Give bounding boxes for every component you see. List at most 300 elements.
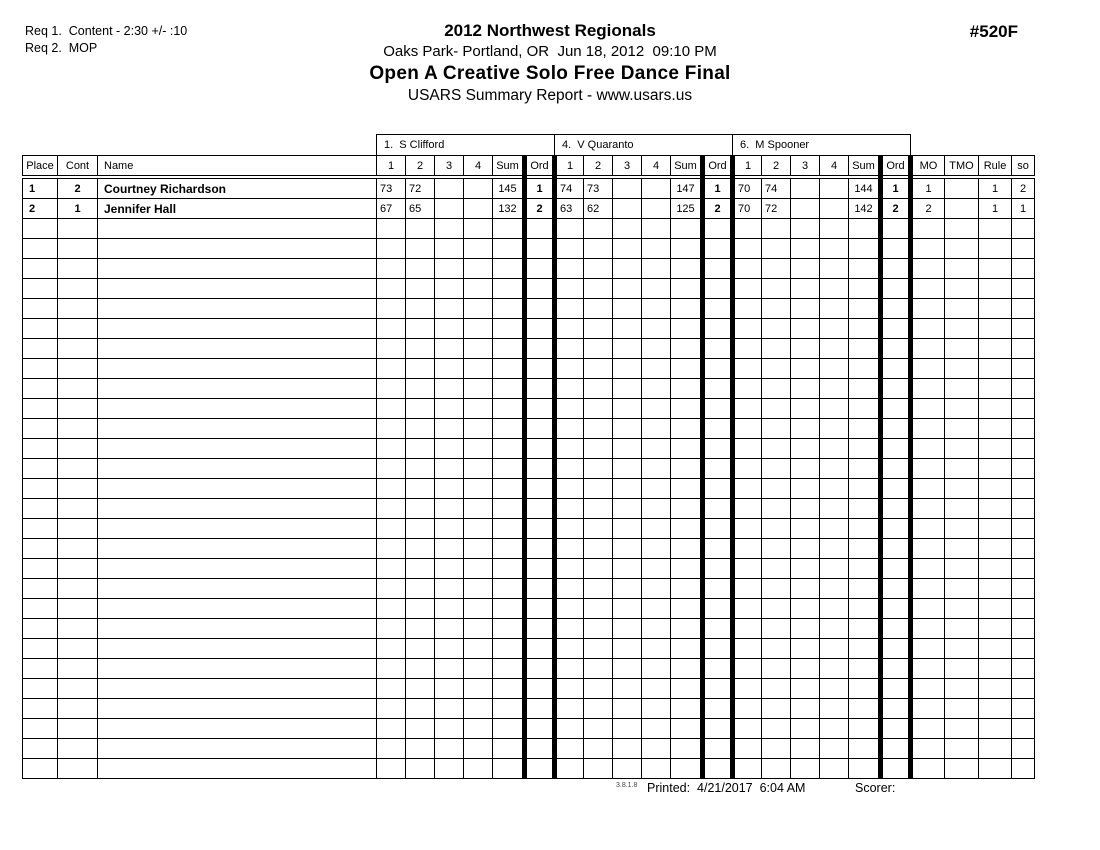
table-row: [23, 579, 1035, 599]
table-row: [23, 679, 1035, 699]
empty-sum-cell: [849, 259, 881, 279]
empty-score-cell: [733, 619, 762, 639]
empty-score-cell: [791, 739, 820, 759]
empty-score-cell: [820, 219, 849, 239]
empty-score-cell: [377, 699, 406, 719]
printed-timestamp: Printed: 4/21/2017 6:04 AM: [647, 781, 806, 795]
empty-score-cell: [435, 679, 464, 699]
empty-rule-cell: [979, 519, 1012, 539]
score-cell-judge1-4: [464, 199, 493, 219]
table-row: [23, 299, 1035, 319]
empty-score-cell: [733, 519, 762, 539]
empty-score-cell: [762, 339, 791, 359]
empty-name-cell: [98, 499, 377, 519]
empty-score-cell: [555, 519, 584, 539]
cont-cell: 2: [58, 177, 98, 199]
empty-score-cell: [613, 659, 642, 679]
empty-rule-cell: [979, 719, 1012, 739]
empty-score-cell: [464, 319, 493, 339]
empty-sum-cell: [671, 579, 703, 599]
empty-ord-cell: [881, 459, 911, 479]
sum-cell-judge3: 142: [849, 199, 881, 219]
empty-rule-cell: [979, 679, 1012, 699]
mo-cell: 2: [911, 199, 945, 219]
empty-score-cell: [464, 459, 493, 479]
empty-tmo-cell: [945, 679, 979, 699]
empty-score-cell: [762, 699, 791, 719]
table-row: [23, 259, 1035, 279]
judge-header-cell-1: 1. S Clifford: [377, 135, 555, 156]
empty-ord-cell: [525, 639, 555, 659]
empty-sum-cell: [671, 439, 703, 459]
empty-score-cell: [435, 339, 464, 359]
empty-cont-cell: [58, 239, 98, 259]
empty-so-cell: [1012, 739, 1035, 759]
empty-sum-cell: [493, 219, 525, 239]
empty-score-cell: [555, 259, 584, 279]
empty-ord-cell: [525, 379, 555, 399]
empty-name-cell: [98, 359, 377, 379]
empty-sum-cell: [493, 339, 525, 359]
empty-score-cell: [555, 739, 584, 759]
empty-score-cell: [820, 579, 849, 599]
empty-score-cell: [733, 219, 762, 239]
empty-cont-cell: [58, 579, 98, 599]
empty-sum-cell: [849, 539, 881, 559]
col-header-judge2-sum: Sum: [671, 156, 703, 178]
sum-cell-judge1: 145: [493, 177, 525, 199]
empty-name-cell: [98, 599, 377, 619]
empty-score-cell: [406, 259, 435, 279]
empty-score-cell: [584, 519, 613, 539]
empty-score-cell: [820, 479, 849, 499]
empty-so-cell: [1012, 759, 1035, 779]
empty-score-cell: [435, 399, 464, 419]
empty-sum-cell: [671, 419, 703, 439]
empty-score-cell: [733, 479, 762, 499]
col-header-judge2-2: 2: [584, 156, 613, 178]
empty-ord-cell: [881, 379, 911, 399]
empty-score-cell: [435, 259, 464, 279]
empty-rule-cell: [979, 379, 1012, 399]
empty-score-cell: [555, 719, 584, 739]
empty-score-cell: [791, 259, 820, 279]
empty-sum-cell: [671, 299, 703, 319]
empty-score-cell: [435, 539, 464, 559]
empty-cont-cell: [58, 279, 98, 299]
empty-score-cell: [406, 299, 435, 319]
empty-ord-cell: [525, 519, 555, 539]
empty-score-cell: [555, 579, 584, 599]
empty-ord-cell: [703, 639, 733, 659]
empty-score-cell: [377, 619, 406, 639]
empty-score-cell: [613, 519, 642, 539]
empty-tmo-cell: [945, 419, 979, 439]
empty-mo-cell: [911, 579, 945, 599]
empty-sum-cell: [849, 399, 881, 419]
empty-score-cell: [435, 659, 464, 679]
empty-cont-cell: [58, 659, 98, 679]
empty-score-cell: [377, 759, 406, 779]
empty-rule-cell: [979, 319, 1012, 339]
score-cell-judge1-2: 65: [406, 199, 435, 219]
empty-score-cell: [762, 759, 791, 779]
empty-sum-cell: [493, 679, 525, 699]
empty-sum-cell: [849, 579, 881, 599]
empty-score-cell: [406, 739, 435, 759]
empty-sum-cell: [671, 699, 703, 719]
empty-ord-cell: [881, 399, 911, 419]
empty-so-cell: [1012, 559, 1035, 579]
empty-tmo-cell: [945, 579, 979, 599]
empty-tmo-cell: [945, 519, 979, 539]
empty-sum-cell: [493, 699, 525, 719]
col-header-mo: MO: [911, 156, 945, 178]
empty-score-cell: [613, 419, 642, 439]
empty-score-cell: [791, 559, 820, 579]
empty-score-cell: [642, 279, 671, 299]
empty-so-cell: [1012, 519, 1035, 539]
score-cell-judge1-1: 73: [377, 177, 406, 199]
empty-score-cell: [791, 699, 820, 719]
empty-ord-cell: [881, 419, 911, 439]
empty-ord-cell: [881, 659, 911, 679]
empty-ord-cell: [525, 459, 555, 479]
empty-score-cell: [791, 239, 820, 259]
empty-score-cell: [642, 439, 671, 459]
empty-score-cell: [406, 379, 435, 399]
empty-score-cell: [762, 519, 791, 539]
empty-cont-cell: [58, 599, 98, 619]
sum-cell-judge1: 132: [493, 199, 525, 219]
empty-score-cell: [584, 479, 613, 499]
empty-score-cell: [733, 299, 762, 319]
empty-score-cell: [584, 639, 613, 659]
empty-sum-cell: [849, 459, 881, 479]
empty-ord-cell: [703, 759, 733, 779]
empty-score-cell: [555, 239, 584, 259]
empty-mo-cell: [911, 619, 945, 639]
empty-tmo-cell: [945, 219, 979, 239]
empty-score-cell: [584, 619, 613, 639]
empty-ord-cell: [525, 299, 555, 319]
empty-score-cell: [377, 539, 406, 559]
empty-ord-cell: [525, 279, 555, 299]
empty-score-cell: [464, 279, 493, 299]
empty-score-cell: [733, 239, 762, 259]
empty-score-cell: [791, 419, 820, 439]
empty-score-cell: [464, 439, 493, 459]
empty-cont-cell: [58, 499, 98, 519]
empty-ord-cell: [703, 279, 733, 299]
empty-score-cell: [733, 699, 762, 719]
empty-place-cell: [23, 419, 58, 439]
empty-place-cell: [23, 439, 58, 459]
score-cell-judge2-3: [613, 177, 642, 199]
empty-score-cell: [464, 339, 493, 359]
empty-sum-cell: [849, 679, 881, 699]
col-header-rule: Rule: [979, 156, 1012, 178]
empty-cont-cell: [58, 739, 98, 759]
empty-cont-cell: [58, 679, 98, 699]
empty-cont-cell: [58, 619, 98, 639]
empty-score-cell: [435, 439, 464, 459]
empty-ord-cell: [703, 479, 733, 499]
empty-sum-cell: [849, 279, 881, 299]
empty-score-cell: [613, 319, 642, 339]
empty-sum-cell: [493, 659, 525, 679]
empty-score-cell: [613, 459, 642, 479]
empty-place-cell: [23, 239, 58, 259]
empty-sum-cell: [671, 719, 703, 739]
empty-score-cell: [613, 759, 642, 779]
empty-sum-cell: [849, 359, 881, 379]
empty-ord-cell: [703, 659, 733, 679]
empty-score-cell: [555, 479, 584, 499]
empty-name-cell: [98, 279, 377, 299]
empty-score-cell: [377, 339, 406, 359]
empty-ord-cell: [525, 539, 555, 559]
col-header-judge2-ord: Ord: [703, 156, 733, 178]
empty-score-cell: [435, 459, 464, 479]
empty-ord-cell: [525, 499, 555, 519]
empty-sum-cell: [493, 619, 525, 639]
empty-score-cell: [464, 399, 493, 419]
empty-name-cell: [98, 719, 377, 739]
sum-cell-judge2: 147: [671, 177, 703, 199]
empty-name-cell: [98, 639, 377, 659]
empty-score-cell: [377, 399, 406, 419]
empty-score-cell: [820, 399, 849, 419]
empty-score-cell: [733, 459, 762, 479]
empty-score-cell: [435, 219, 464, 239]
empty-score-cell: [791, 759, 820, 779]
empty-score-cell: [820, 459, 849, 479]
score-cell-judge1-3: [435, 199, 464, 219]
empty-score-cell: [584, 439, 613, 459]
empty-cont-cell: [58, 299, 98, 319]
empty-place-cell: [23, 579, 58, 599]
empty-ord-cell: [703, 419, 733, 439]
empty-score-cell: [406, 559, 435, 579]
empty-score-cell: [820, 719, 849, 739]
empty-score-cell: [555, 699, 584, 719]
empty-rule-cell: [979, 219, 1012, 239]
empty-cont-cell: [58, 699, 98, 719]
empty-score-cell: [733, 359, 762, 379]
empty-score-cell: [791, 359, 820, 379]
empty-tmo-cell: [945, 379, 979, 399]
table-row: [23, 199, 1035, 219]
table-row: [23, 559, 1035, 579]
empty-tmo-cell: [945, 359, 979, 379]
empty-score-cell: [820, 639, 849, 659]
empty-place-cell: [23, 719, 58, 739]
name-cell: Courtney Richardson: [98, 177, 377, 199]
empty-score-cell: [584, 319, 613, 339]
empty-sum-cell: [849, 619, 881, 639]
table-row: [23, 379, 1035, 399]
empty-cont-cell: [58, 559, 98, 579]
empty-name-cell: [98, 619, 377, 639]
empty-score-cell: [406, 479, 435, 499]
table-row: [23, 279, 1035, 299]
empty-ord-cell: [703, 559, 733, 579]
req-line-1: Req 1. Content - 2:30 +/- :10: [25, 24, 188, 38]
ord-cell-judge1: 1: [525, 177, 555, 199]
ord-cell-judge2: 2: [703, 199, 733, 219]
col-header-judge3-1: 1: [733, 156, 762, 178]
empty-mo-cell: [911, 539, 945, 559]
empty-score-cell: [377, 639, 406, 659]
empty-score-cell: [642, 639, 671, 659]
empty-score-cell: [435, 619, 464, 639]
empty-score-cell: [642, 339, 671, 359]
empty-score-cell: [733, 379, 762, 399]
empty-ord-cell: [881, 439, 911, 459]
empty-score-cell: [762, 459, 791, 479]
empty-sum-cell: [493, 419, 525, 439]
empty-sum-cell: [849, 559, 881, 579]
score-cell-judge2-1: 74: [555, 177, 584, 199]
empty-score-cell: [464, 559, 493, 579]
table-row: [23, 619, 1035, 639]
empty-place-cell: [23, 539, 58, 559]
judge-header-cell-2: 4. V Quaranto: [555, 135, 733, 156]
empty-name-cell: [98, 399, 377, 419]
empty-score-cell: [642, 359, 671, 379]
empty-score-cell: [733, 259, 762, 279]
empty-mo-cell: [911, 439, 945, 459]
empty-score-cell: [464, 699, 493, 719]
empty-score-cell: [613, 259, 642, 279]
score-cell-judge1-3: [435, 177, 464, 199]
empty-tmo-cell: [945, 239, 979, 259]
empty-score-cell: [791, 339, 820, 359]
empty-score-cell: [733, 659, 762, 679]
empty-sum-cell: [493, 539, 525, 559]
empty-score-cell: [464, 379, 493, 399]
empty-score-cell: [435, 359, 464, 379]
empty-score-cell: [791, 659, 820, 679]
empty-score-cell: [464, 659, 493, 679]
empty-sum-cell: [671, 399, 703, 419]
table-row: [23, 599, 1035, 619]
empty-ord-cell: [525, 219, 555, 239]
table-row: [23, 459, 1035, 479]
empty-score-cell: [762, 539, 791, 559]
empty-score-cell: [435, 519, 464, 539]
empty-sum-cell: [671, 259, 703, 279]
empty-mo-cell: [911, 599, 945, 619]
score-cell-judge2-3: [613, 199, 642, 219]
empty-score-cell: [820, 439, 849, 459]
empty-score-cell: [733, 279, 762, 299]
empty-score-cell: [613, 379, 642, 399]
empty-ord-cell: [703, 339, 733, 359]
empty-score-cell: [584, 219, 613, 239]
empty-score-cell: [406, 699, 435, 719]
empty-score-cell: [642, 319, 671, 339]
empty-cont-cell: [58, 439, 98, 459]
empty-score-cell: [377, 439, 406, 459]
empty-score-cell: [642, 419, 671, 439]
empty-score-cell: [820, 599, 849, 619]
report-type-line: USARS Summary Report - www.usars.us: [407, 87, 693, 104]
empty-score-cell: [555, 339, 584, 359]
empty-score-cell: [613, 359, 642, 379]
empty-score-cell: [733, 499, 762, 519]
empty-score-cell: [435, 499, 464, 519]
empty-ord-cell: [525, 599, 555, 619]
empty-score-cell: [791, 319, 820, 339]
empty-score-cell: [820, 539, 849, 559]
empty-mo-cell: [911, 399, 945, 419]
summary-table: [22, 134, 1035, 779]
empty-score-cell: [613, 219, 642, 239]
empty-rule-cell: [979, 279, 1012, 299]
empty-score-cell: [584, 279, 613, 299]
empty-ord-cell: [525, 359, 555, 379]
empty-score-cell: [406, 759, 435, 779]
empty-score-cell: [377, 299, 406, 319]
empty-score-cell: [791, 399, 820, 419]
empty-ord-cell: [881, 239, 911, 259]
empty-ord-cell: [881, 699, 911, 719]
empty-mo-cell: [911, 339, 945, 359]
empty-score-cell: [435, 639, 464, 659]
empty-ord-cell: [525, 719, 555, 739]
empty-score-cell: [406, 499, 435, 519]
empty-sum-cell: [849, 639, 881, 659]
col-header-judge1-sum: Sum: [493, 156, 525, 178]
empty-score-cell: [555, 419, 584, 439]
ord-cell-judge1: 2: [525, 199, 555, 219]
empty-score-cell: [642, 379, 671, 399]
empty-mo-cell: [911, 219, 945, 239]
empty-place-cell: [23, 379, 58, 399]
empty-ord-cell: [881, 679, 911, 699]
empty-rule-cell: [979, 499, 1012, 519]
empty-score-cell: [555, 439, 584, 459]
empty-score-cell: [406, 519, 435, 539]
empty-score-cell: [762, 639, 791, 659]
empty-score-cell: [464, 299, 493, 319]
empty-so-cell: [1012, 379, 1035, 399]
empty-rule-cell: [979, 759, 1012, 779]
event-number: #520F: [969, 22, 1018, 41]
empty-cont-cell: [58, 419, 98, 439]
empty-mo-cell: [911, 459, 945, 479]
empty-ord-cell: [703, 459, 733, 479]
empty-score-cell: [555, 639, 584, 659]
empty-score-cell: [733, 419, 762, 439]
col-header-so: so: [1012, 156, 1035, 178]
empty-tmo-cell: [945, 259, 979, 279]
empty-score-cell: [464, 359, 493, 379]
empty-sum-cell: [671, 219, 703, 239]
empty-score-cell: [642, 759, 671, 779]
empty-mo-cell: [911, 499, 945, 519]
empty-name-cell: [98, 299, 377, 319]
empty-score-cell: [613, 559, 642, 579]
col-header-judge3-4: 4: [820, 156, 849, 178]
empty-score-cell: [820, 699, 849, 719]
empty-score-cell: [584, 739, 613, 759]
empty-score-cell: [377, 359, 406, 379]
empty-ord-cell: [525, 319, 555, 339]
empty-sum-cell: [849, 519, 881, 539]
